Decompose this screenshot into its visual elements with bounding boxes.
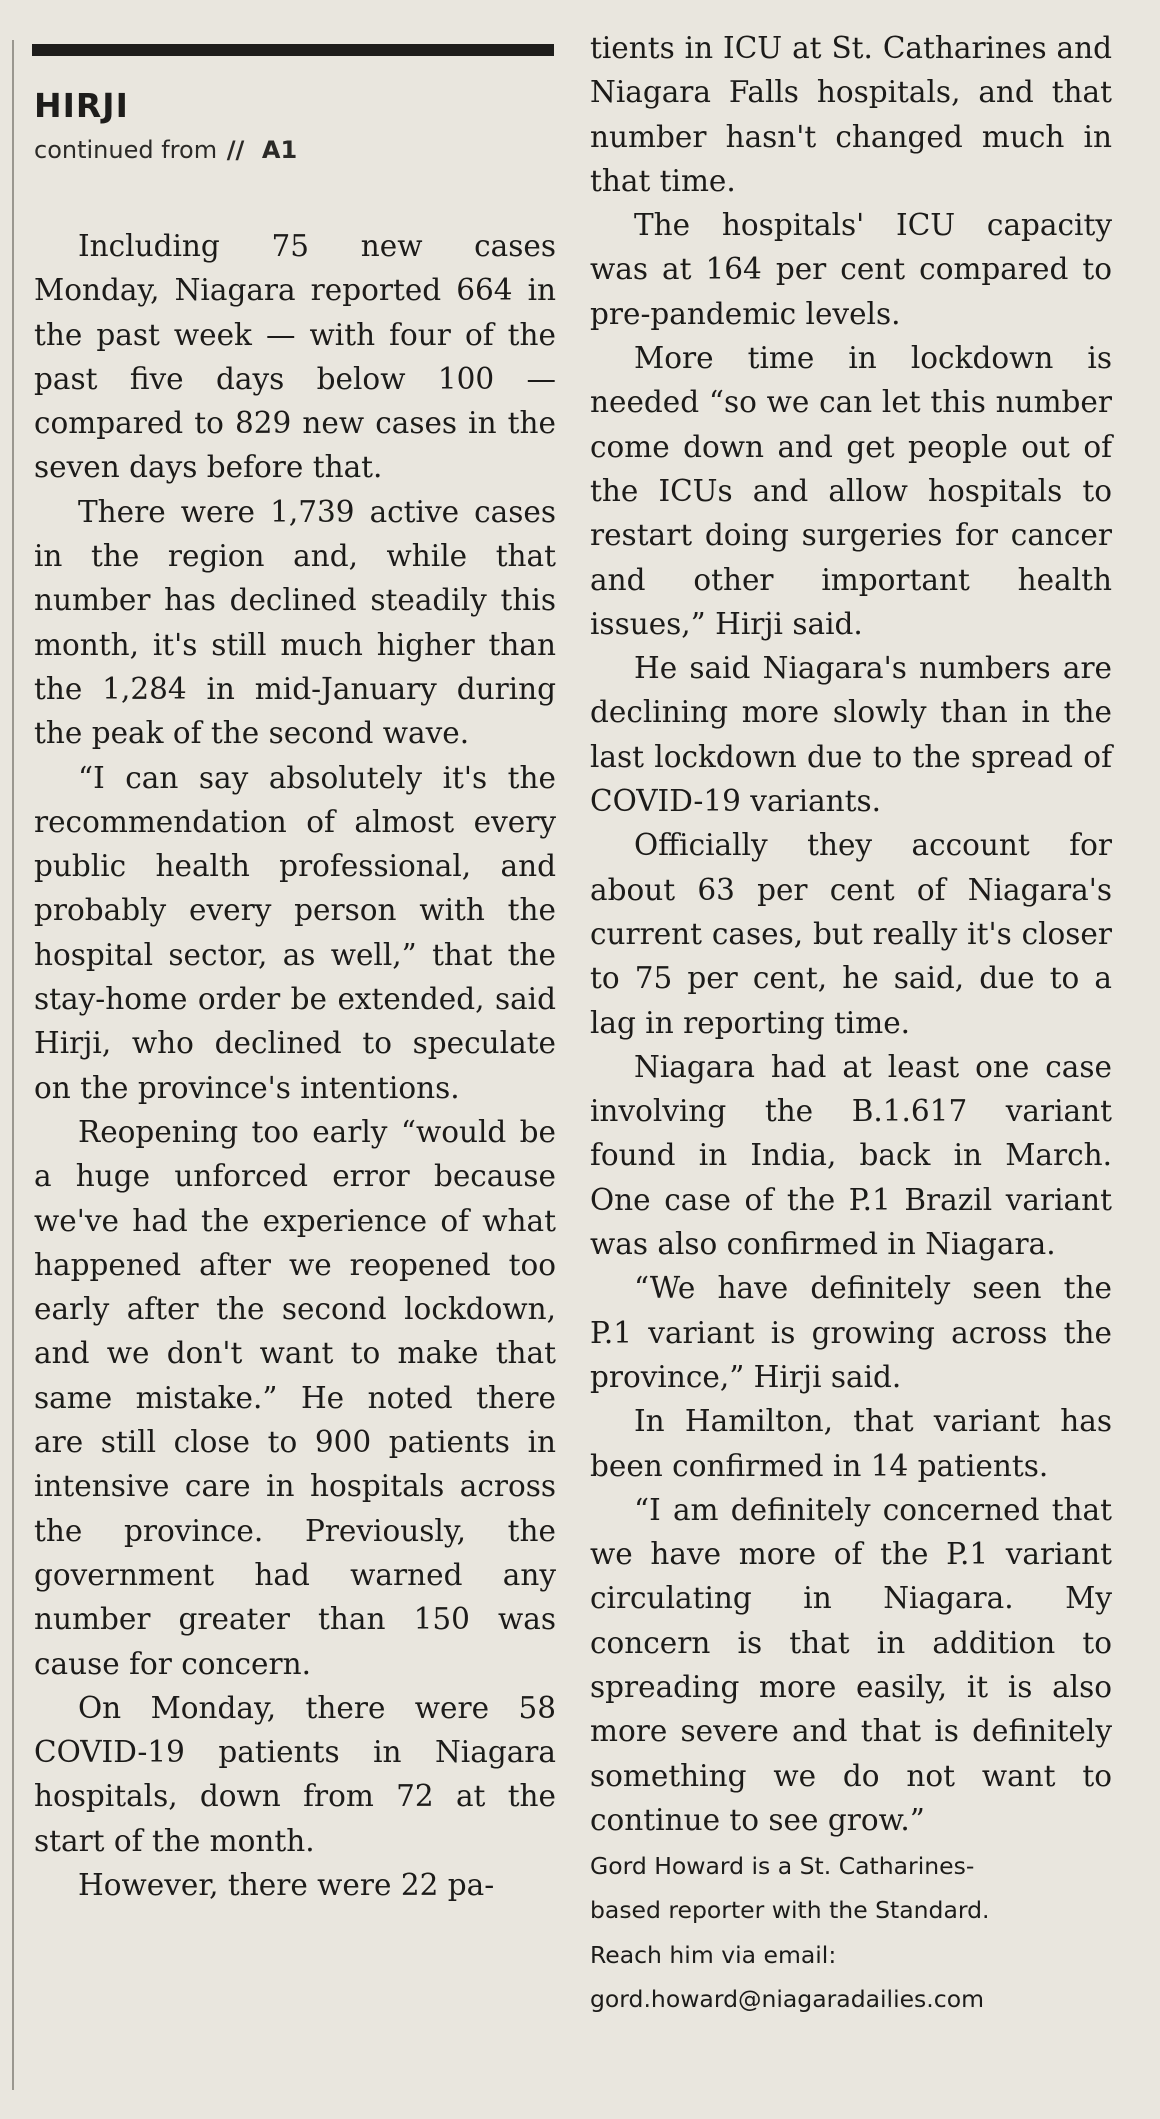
jump-separator: // xyxy=(226,136,245,164)
article-paragraph: There were 1,739 active cases in the region and, while that number has declined steadily this month, it's still much higher than the 1,284 in mid-January during the peak of the second wave. xyxy=(34,494,556,751)
jump-line xyxy=(34,136,297,164)
article-paragraph: The hospitals' ICU capacity was at 164 per cent compared to pre-pandemic levels. xyxy=(590,208,1112,331)
author-tagline xyxy=(590,1844,1112,2021)
tagline-line: Reach him via email: xyxy=(590,1940,837,1969)
right-column xyxy=(590,26,1112,2021)
continued-from-label: continued from xyxy=(34,136,218,164)
tagline-line: Gord Howard is a St. Catharines- xyxy=(590,1852,975,1881)
author-email: gord.howard@niagaradailies.com xyxy=(590,1985,984,2014)
jump-page-ref: A1 xyxy=(261,136,298,164)
article-paragraph: However, there were 22 pa- xyxy=(78,1867,495,1902)
tagline-line: based reporter with the Standard. xyxy=(590,1896,990,1925)
article-paragraph: “I am definitely concerned that we have more of the P.1 variant circulating in Niagara. My concern is that in addition to spreading more easily, it is also more severe and that is definitely something we do not want to continue to see grow.” xyxy=(590,1492,1112,1837)
continued-paragraph: tients in ICU at St. Catharines and Niagara Falls hospitals, and that number hasn't changed much in that time. xyxy=(590,31,1112,198)
article-paragraph: More time in lockdown is needed “so we can let this number come down and get people out of the ICUs and allow hospitals to restart doing surgeries for cancer and other important health issues,” Hirji said. xyxy=(590,341,1112,641)
article-paragraph: Niagara had at least one case involving the B.1.617 variant found in India, back in March. One case of the P.1 Brazil variant was also confirmed in Niagara. xyxy=(590,1049,1112,1262)
article-paragraph: Including 75 new cases Monday, Niagara reported 664 in the past week — with four of the past five days below 100 — compared to 829 new cases in the seven days before that. xyxy=(34,229,556,485)
left-column xyxy=(34,224,556,1907)
article-paragraph: Officially they account for about 63 per cent of Niagara's current cases, but really it's closer to 75 per cent, he said, due to a lag in reporting time. xyxy=(590,828,1112,1040)
article-paragraph: Reopening too early “would be a huge unforced error because we've had the experience of what happened after we reopened too early after the second lockdown, and we don't want to make that same mistake.” He noted there are still close to 900 patients in intensive care in hospitals across the province. Previously, the government had warned any number greater than 150 was cause for concern. xyxy=(34,1114,556,1681)
article-paragraph: In Hamilton, that variant has been confirmed in 14 patients. xyxy=(590,1404,1112,1483)
article-paragraph: He said Niagara's numbers are declining more slowly than in the last lockdown due to the spread of COVID-19 variants. xyxy=(590,651,1112,819)
story-slug: HIRJI xyxy=(34,86,129,125)
article-paragraph: On Monday, there were 58 COVID-19 patients in Niagara hospitals, down from 72 at the start of the month. xyxy=(34,1690,556,1858)
section-bar xyxy=(32,44,554,56)
article-paragraph: “I can say absolutely it's the recommendation of almost every public health professional, and probably every person with the hospital sector, as well,” that the stay-home order be extended, said Hirji, who declined to speculate on the province's intentions. xyxy=(34,760,556,1105)
article-paragraph: “We have definitely seen the P.1 variant is growing across the province,” Hirji said. xyxy=(590,1271,1112,1394)
column-rule xyxy=(12,40,14,2090)
